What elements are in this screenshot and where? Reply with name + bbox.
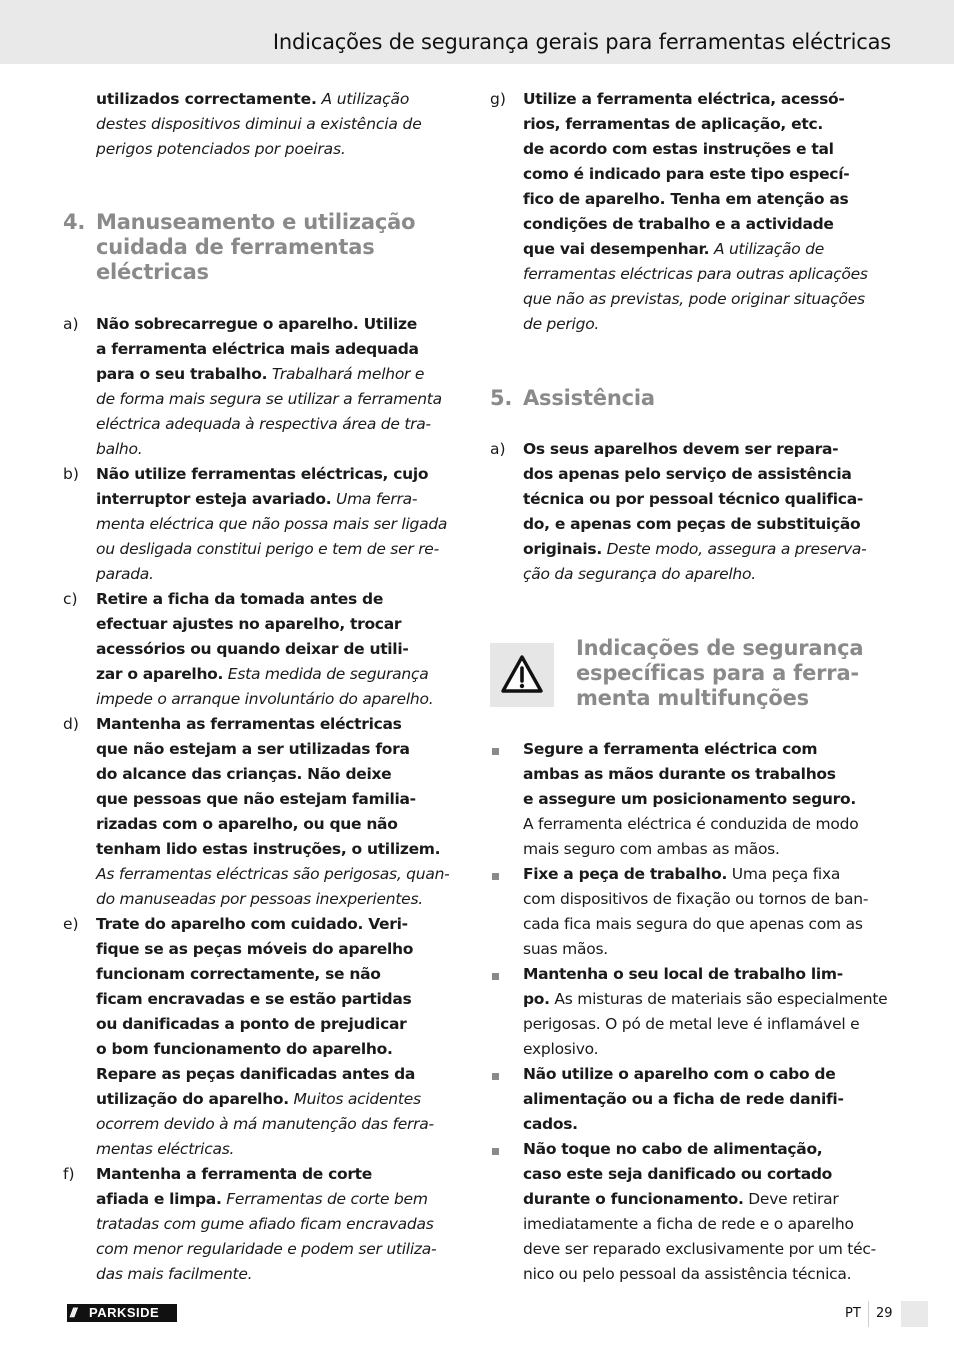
item-text xyxy=(96,912,464,1162)
text-line xyxy=(523,1162,891,1187)
text-line xyxy=(523,887,891,912)
bold-text: Utilize a ferramenta eléctrica, acessó- xyxy=(523,90,845,108)
text-line xyxy=(96,962,464,987)
footer-tab xyxy=(901,1301,928,1327)
text-line xyxy=(96,337,464,362)
bold-text: cados. xyxy=(523,1115,578,1133)
item-text xyxy=(96,587,464,712)
bold-text: originais. xyxy=(523,540,602,558)
item-text xyxy=(523,87,891,337)
text-line xyxy=(523,1062,891,1087)
text-line xyxy=(96,662,464,687)
italic-text: A utilização de xyxy=(709,240,824,258)
italic-text: balho. xyxy=(96,440,143,458)
bold-text: acessórios ou quando deixar de utili- xyxy=(96,640,409,658)
text-line xyxy=(523,237,891,262)
item-text xyxy=(523,1062,891,1137)
text-line xyxy=(523,262,891,287)
text-line xyxy=(523,312,891,337)
section-title-line: cuidada de ferramentas xyxy=(96,235,375,259)
body-text: mais seguro com ambas as mãos. xyxy=(523,840,780,858)
text-line xyxy=(96,912,464,937)
body-text: imediatamente a ficha de rede e o aparelho xyxy=(523,1215,854,1233)
text-line xyxy=(523,812,891,837)
text-line xyxy=(96,687,464,712)
text-line xyxy=(96,562,464,587)
bold-text: po. xyxy=(523,990,550,1008)
text-line xyxy=(523,787,891,812)
section-number: 4. xyxy=(63,210,86,234)
bold-text: Não utilize ferramentas eléctricas, cujo xyxy=(96,465,429,483)
text-line xyxy=(523,1137,891,1162)
text-line xyxy=(523,737,891,762)
italic-text: ou desligada constitui perigo e tem de ser re- xyxy=(96,540,439,558)
italic-text: ção da segurança do aparelho. xyxy=(523,565,756,583)
bold-text: ou danificadas a ponto de prejudicar xyxy=(96,1015,407,1033)
body-text: A ferramenta eléctrica é conduzida de modo xyxy=(523,815,859,833)
warning-title-line: específicas para a ferra- xyxy=(576,661,859,685)
bullet-icon xyxy=(492,1073,499,1080)
text-line xyxy=(523,212,891,237)
italic-text: mentas eléctricas. xyxy=(96,1140,235,1158)
text-line xyxy=(96,762,464,787)
item-text xyxy=(96,462,464,587)
bold-text: dos apenas pelo serviço de assistência xyxy=(523,465,852,483)
bold-text: Trate do aparelho com cuidado. Veri- xyxy=(96,915,408,933)
bold-text: Os seus aparelhos devem ser repara- xyxy=(523,440,839,458)
text-line xyxy=(523,487,891,512)
body-text: deve ser reparado exclusivamente por um téc- xyxy=(523,1240,877,1258)
text-line xyxy=(523,512,891,537)
italic-text: do manuseadas por pessoas inexperientes. xyxy=(96,890,423,908)
intro-line: perigos potenciados por poeiras. xyxy=(96,140,346,158)
page-title: Indicações de segurança gerais para ferramentas eléctricas xyxy=(272,30,891,54)
item-marker: d) xyxy=(63,715,79,733)
language-code: PT xyxy=(845,1306,861,1321)
text-line xyxy=(523,837,891,862)
text-line xyxy=(523,912,891,937)
bold-text: efectuar ajustes no aparelho, trocar xyxy=(96,615,402,633)
bullet-icon xyxy=(492,1148,499,1155)
bold-text: que não estejam a ser utilizadas fora xyxy=(96,740,410,758)
body-text: com dispositivos de fixação ou tornos de ban- xyxy=(523,890,869,908)
bold-text: fico de aparelho. Tenha em atenção as xyxy=(523,190,849,208)
bold-text: de acordo com estas instruções e tal xyxy=(523,140,834,158)
bullet-icon xyxy=(492,748,499,755)
item-marker: g) xyxy=(490,90,506,108)
bold-text: rizadas com o aparelho, ou que não xyxy=(96,815,398,833)
warning-triangle-icon xyxy=(500,653,544,697)
bold-text: Mantenha o seu local de trabalho lim- xyxy=(523,965,843,983)
text-line xyxy=(96,1037,464,1062)
italic-text: com menor regularidade e podem ser utiliza- xyxy=(96,1240,437,1258)
text-line xyxy=(96,612,464,637)
text-line xyxy=(96,737,464,762)
text-line xyxy=(523,437,891,462)
text-line xyxy=(523,112,891,137)
text-line xyxy=(96,637,464,662)
text-line xyxy=(523,137,891,162)
italic-text: eléctrica adequada à respectiva área de tra- xyxy=(96,415,431,433)
text-line xyxy=(96,437,464,462)
text-line xyxy=(96,987,464,1012)
bold-text: alimentação ou a ficha de rede danifi- xyxy=(523,1090,844,1108)
italic-text: Muitos acidentes xyxy=(288,1090,421,1108)
bold-text: utilização do aparelho. xyxy=(96,1090,289,1108)
text-line xyxy=(96,387,464,412)
item-text xyxy=(523,862,891,962)
bold-text: o bom funcionamento do aparelho. xyxy=(96,1040,393,1058)
item-text xyxy=(523,1137,891,1287)
bold-text: Segure a ferramenta eléctrica com xyxy=(523,740,818,758)
bold-text: durante o funcionamento. xyxy=(523,1190,744,1208)
italic-text: Trabalhará melhor e xyxy=(267,365,425,383)
text-line xyxy=(523,1237,891,1262)
warning-title-line: Indicações de segurança xyxy=(576,636,864,660)
text-line xyxy=(523,1262,891,1287)
warning-title-line: menta multifunções xyxy=(576,686,809,710)
text-line xyxy=(523,1037,891,1062)
logo-stripes: /// xyxy=(70,1305,75,1320)
intro-italic: A utilização xyxy=(316,90,410,108)
item-text xyxy=(523,962,891,1062)
item-text xyxy=(96,1162,464,1287)
text-line xyxy=(523,1212,891,1237)
section-title-line: eléctricas xyxy=(96,260,209,284)
intro-bold: utilizados correctamente. xyxy=(96,90,317,108)
bold-text: condições de trabalho e a actividade xyxy=(523,215,834,233)
text-line xyxy=(523,987,891,1012)
item-marker: b) xyxy=(63,465,79,483)
item-marker: c) xyxy=(63,590,78,608)
text-line xyxy=(523,1187,891,1212)
intro-paragraph xyxy=(96,87,466,162)
item-text xyxy=(523,737,891,862)
body-text: explosivo. xyxy=(523,1040,599,1058)
bold-text: interruptor esteja avariado. xyxy=(96,490,332,508)
text-line xyxy=(96,1237,464,1262)
text-line xyxy=(523,562,891,587)
text-line xyxy=(96,487,464,512)
text-line xyxy=(96,1062,464,1087)
bold-text: tenham lido estas instruções, o utilizem. xyxy=(96,840,441,858)
bold-text: funcionam correctamente, se não xyxy=(96,965,381,983)
body-text: suas mãos. xyxy=(523,940,608,958)
bold-text: rios, ferramentas de aplicação, etc. xyxy=(523,115,823,133)
text-line xyxy=(96,362,464,387)
text-line xyxy=(96,1137,464,1162)
text-line xyxy=(96,587,464,612)
bold-text: a ferramenta eléctrica mais adequada xyxy=(96,340,419,358)
text-line xyxy=(523,937,891,962)
text-line xyxy=(523,762,891,787)
bold-text: do alcance das crianças. Não deixe xyxy=(96,765,392,783)
bold-text: Fixe a peça de trabalho. xyxy=(523,865,728,883)
bold-text: afiada e limpa. xyxy=(96,1190,222,1208)
footer-divider xyxy=(868,1301,869,1327)
text-line xyxy=(96,1212,464,1237)
italic-text: Esta medida de segurança xyxy=(223,665,429,683)
bold-text: Mantenha as ferramentas eléctricas xyxy=(96,715,402,733)
body-text: As misturas de materiais são especialmente xyxy=(549,990,888,1008)
italic-text: ferramentas eléctricas para outras aplicações xyxy=(523,265,868,283)
bold-text: ficam encravadas e se estão partidas xyxy=(96,990,412,1008)
italic-text: de forma mais segura se utilizar a ferramenta xyxy=(96,390,442,408)
text-line xyxy=(96,462,464,487)
italic-text: Uma ferra- xyxy=(331,490,418,508)
italic-text: que não as previstas, pode originar situações xyxy=(523,290,865,308)
italic-text: ocorrem devido à má manutenção das ferra- xyxy=(96,1115,434,1133)
italic-text: As ferramentas eléctricas são perigosas, quan- xyxy=(96,865,450,883)
item-text xyxy=(96,312,464,462)
text-line xyxy=(96,787,464,812)
bold-text: Retire a ficha da tomada antes de xyxy=(96,590,384,608)
text-line xyxy=(523,162,891,187)
bold-text: do, e apenas com peças de substituição xyxy=(523,515,861,533)
warning-heading xyxy=(576,636,896,716)
text-line xyxy=(96,887,464,912)
text-line xyxy=(523,87,891,112)
item-marker: e) xyxy=(63,915,79,933)
italic-text: parada. xyxy=(96,565,154,583)
item-text xyxy=(96,712,464,912)
text-line xyxy=(96,1262,464,1287)
text-line xyxy=(96,1087,464,1112)
body-text: cada fica mais segura do que apenas com as xyxy=(523,915,863,933)
section-title-line: Assistência xyxy=(523,386,655,410)
bold-text: ambas as mãos durante os trabalhos xyxy=(523,765,836,783)
bold-text: Não sobrecarregue o aparelho. Utilize xyxy=(96,315,417,333)
parkside-logo xyxy=(67,1304,177,1322)
text-line xyxy=(96,412,464,437)
text-line xyxy=(96,712,464,737)
body-text: Deve retirar xyxy=(743,1190,839,1208)
warning-box xyxy=(490,643,554,707)
section-4-heading xyxy=(63,210,463,290)
italic-text: menta eléctrica que não possa mais ser ligada xyxy=(96,515,448,533)
text-line xyxy=(96,862,464,887)
text-line xyxy=(96,837,464,862)
text-line xyxy=(96,812,464,837)
text-line xyxy=(96,1012,464,1037)
section-number: 5. xyxy=(490,386,513,410)
text-line xyxy=(523,862,891,887)
text-line xyxy=(523,1112,891,1137)
page-header xyxy=(0,0,954,64)
text-line xyxy=(523,1012,891,1037)
body-text: Uma peça fixa xyxy=(727,865,841,883)
bold-text: Não utilize o aparelho com o cabo de xyxy=(523,1065,836,1083)
item-text xyxy=(523,437,891,587)
section-title-line: Manuseamento e utilização xyxy=(96,210,416,234)
text-line xyxy=(96,1112,464,1137)
bold-text: fique se as peças móveis do aparelho xyxy=(96,940,414,958)
bold-text: como é indicado para este tipo especí- xyxy=(523,165,850,183)
bold-text: técnica ou por pessoal técnico qualifica- xyxy=(523,490,863,508)
text-line xyxy=(523,462,891,487)
text-line xyxy=(523,962,891,987)
text-line xyxy=(523,187,891,212)
body-text: perigosas. O pó de metal leve é inflamável e xyxy=(523,1015,860,1033)
bullet-icon xyxy=(492,873,499,880)
text-line xyxy=(96,537,464,562)
bold-text: para o seu trabalho. xyxy=(96,365,268,383)
bold-text: Repare as peças danificadas antes da xyxy=(96,1065,416,1083)
bold-text: Mantenha a ferramenta de corte xyxy=(96,1165,372,1183)
logo-brand: PARKSIDE xyxy=(89,1305,160,1320)
page-number: 29 xyxy=(876,1306,893,1321)
text-line xyxy=(96,1162,464,1187)
text-line xyxy=(523,1087,891,1112)
bold-text: que vai desempenhar. xyxy=(523,240,710,258)
italic-text: Ferramentas de corte bem xyxy=(221,1190,428,1208)
bold-text: que pessoas que não estejam familia- xyxy=(96,790,416,808)
item-marker: f) xyxy=(63,1165,75,1183)
bullet-icon xyxy=(492,973,499,980)
italic-text: das mais facilmente. xyxy=(96,1265,253,1283)
text-line xyxy=(96,512,464,537)
bold-text: zar o aparelho. xyxy=(96,665,224,683)
bold-text: e assegure um posicionamento seguro. xyxy=(523,790,856,808)
body-text: nico ou pelo pessoal da assistência técnica. xyxy=(523,1265,852,1283)
intro-line: destes dispositivos diminui a existência de xyxy=(96,115,422,133)
text-line xyxy=(96,312,464,337)
item-marker: a) xyxy=(490,440,506,458)
text-line xyxy=(96,1187,464,1212)
italic-text: tratadas com gume afiado ficam encravadas xyxy=(96,1215,434,1233)
text-line xyxy=(523,537,891,562)
italic-text: impede o arranque involuntário do aparelho. xyxy=(96,690,434,708)
bold-text: Não toque no cabo de alimentação, xyxy=(523,1140,823,1158)
text-line xyxy=(96,937,464,962)
item-marker: a) xyxy=(63,315,79,333)
bold-text: caso este seja danificado ou cortado xyxy=(523,1165,833,1183)
italic-text: de perigo. xyxy=(523,315,600,333)
text-line xyxy=(523,287,891,312)
italic-text: Deste modo, assegura a preserva- xyxy=(601,540,867,558)
section-5-heading xyxy=(490,386,890,412)
